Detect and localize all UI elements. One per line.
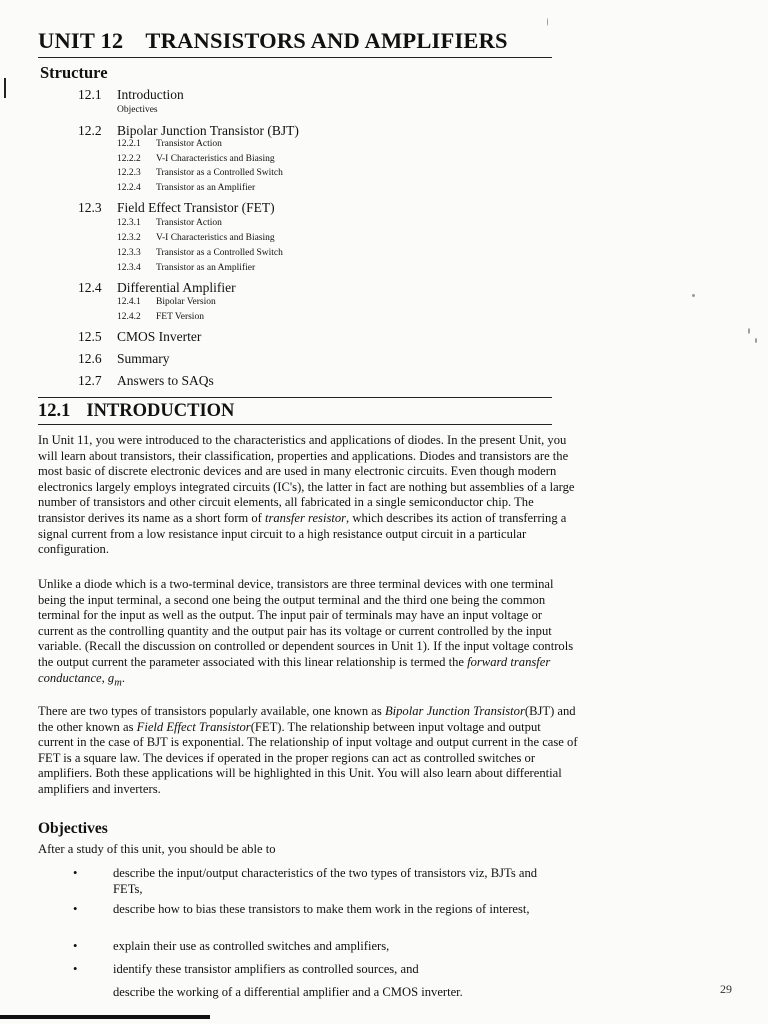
unit-title-text: TRANSISTORS AND AMPLIFIERS: [145, 28, 508, 53]
section-title: INTRODUCTION: [86, 401, 235, 421]
bullet-icon: •: [73, 902, 78, 916]
bullet-icon: •: [73, 866, 78, 880]
bottom-scan-bar: [0, 1015, 210, 1019]
scan-speck: [748, 328, 750, 334]
scan-speck: [755, 338, 757, 343]
unit-label: UNIT 12: [38, 28, 124, 53]
objectives-intro: After a study of this unit, you should be able to: [38, 842, 276, 856]
scan-edge-mark: [4, 78, 6, 98]
term-transfer-resistor: transfer resistor: [264, 510, 347, 525]
term-forward-transfer-conductance: forward transfer conductance, $g_m$: [38, 654, 551, 689]
intro-paragraph-2: Unlike a diode which is a two-terminal device, transistors are three terminal devices with one terminal being the input terminal, a second one being the output terminal and the third one being the common terminal for the input as well as the output. The input pair of terminals may have an input voltage or current as the controlling quantity and the output pair has its voltage or current controlled by the input variable. (Recall the discussion on controlled or dependent sources in Unit 1). If the input voltage controls the output current the parameter associated with this linear relationship is termed the forward transfer conductance, $g_m$.: [38, 577, 574, 689]
term-fet: Field Effect Transistor: [136, 719, 251, 734]
document-page: UNIT 12 TRANSISTORS AND AMPLIFIERS Structure 12.1 Introduction Objectives 12.2 Bipolar Junction Transistor (BJT) 12.2.1 Transistor Action 12.2.2 V-I Characteristics and Biasing 12.2.3 Transistor as a Controlled Switch 12.2.4 Transistor as an Amplifier 12.3 Field Effect Transistor (FET) 12.3.1 Transistor Action 12.3.2 V-I Characteristics and Biasing 12.3.3 Transistor as a Controlled Switch 12.3.4 Transistor as an Amplifier 12.4 Differential Amplifier 12.4.1 Bipolar Version 12.4.2 FET Version 12.5 CMOS Inverter 12.6 Summary 12.7 Answers to SAQs 12.1 INTRODUCTION In Unit 11, you were introduced to the characteristics and applications of diodes. In the present Unit, you will learn about transistors, their classification, properties and applications. Diodes and transistors are the most basic of discrete electronic devices and are used in many electronic circuits. Even though modern electronics largely employs integrated circuits (IC's), the latter in fact are nothing but assemblies of a large number of transistors and other circuit elements, all fabricated in a single semiconductor chip. The transistor derives its name as a short form of transfer resistor, which describes its action of transferring a signal current from a low resistance input circuit to a high resistance output circuit in a particular configuration. Unlike a diode which is a two-terminal device, transistors are three terminal devices with one terminal being the input terminal, a second one being the output terminal and the third one being the common terminal for the input as well as the output. The input pair of terminals may have an input voltage or current as the controlling quantity and the output pair has its voltage or current controlled by the input variable. (Recall the discussion on controlled or dependent sources in Unit 1). If the input voltage controls the output current the parameter associated with this linear relationship is termed the forward transfer conductance, $g_m$. There are two types of transistors popularly available, one known as Bipolar Junction Transistor(BJT) and the other known as Field Effect Transistor(FET). The relationship between input voltage and output current in the case of BJT is exponential. The relationship of input voltage and output current in the case of FET is a square law. The devices if operated in the proper regions can act as controlled switches or amplifiers. Both these applications will be highlighted in this Unit. You will also learn about differential amplifiers and inverters. Objectives After a study of this unit, you should be able to • describe the input/output characteristics of the two types of transistors viz, BJTs and FETs, • describe how to bias these transistors to make them work in the regions of interest, • explain their use as controlled switches and amplifiers, • identify these transistor amplifiers as controlled sources, and describe the working of a differential amplifier and a CMOS inverter. 29: [0, 0, 768, 1024]
page-number: 29: [720, 982, 732, 996]
intro-paragraph-3: There are two types of transistors popularly available, one known as Bipolar Junction Transistor(BJT) and the other known as Field Effect Transistor(FET). The relationship between input voltage and output current in the case of BJT is exponential. The relationship of input voltage and output current in the case of FET is a square law. The devices if operated in the proper regions can act as controlled switches or amplifiers. Both these applications will be highlighted in this Unit. You will also learn about differential amplifiers and inverters.: [38, 704, 578, 796]
scan-speck: [692, 294, 695, 297]
section-rule-bottom: [38, 424, 552, 425]
section-heading-introduction: [38, 401, 234, 422]
term-bjt: Bipolar Junction Transistor: [384, 704, 525, 718]
bullet-icon: •: [73, 939, 78, 953]
intro-paragraph-1: In Unit 11, you were introduced to the characteristics and applications of diodes. In the present Unit, you will learn about transistors, their classification, properties and applications. Diodes and transistors are the most basic of discrete electronic devices and are used in many electronic circuits. Even though modern electronics largely employs integrated circuits (IC's), the latter in fact are nothing but assemblies of a large number of transistors and other circuit elements, all fabricated in a single semiconductor chip. The transistor derives its name as a short form of transfer resistor, which describes its action of transferring a signal current from a low resistance input circuit to a high resistance output circuit in a particular configuration.: [38, 433, 575, 557]
toc-objectives: Objectives: [117, 105, 158, 115]
structure-heading: Structure: [40, 63, 108, 82]
unit-title: [38, 28, 558, 54]
title-rule: [38, 57, 552, 58]
section-number: 12.1: [38, 401, 71, 421]
objectives-heading: Objectives: [38, 820, 108, 837]
scan-speck: [547, 18, 548, 26]
section-rule-top: [38, 397, 552, 398]
bullet-icon: •: [73, 962, 78, 976]
